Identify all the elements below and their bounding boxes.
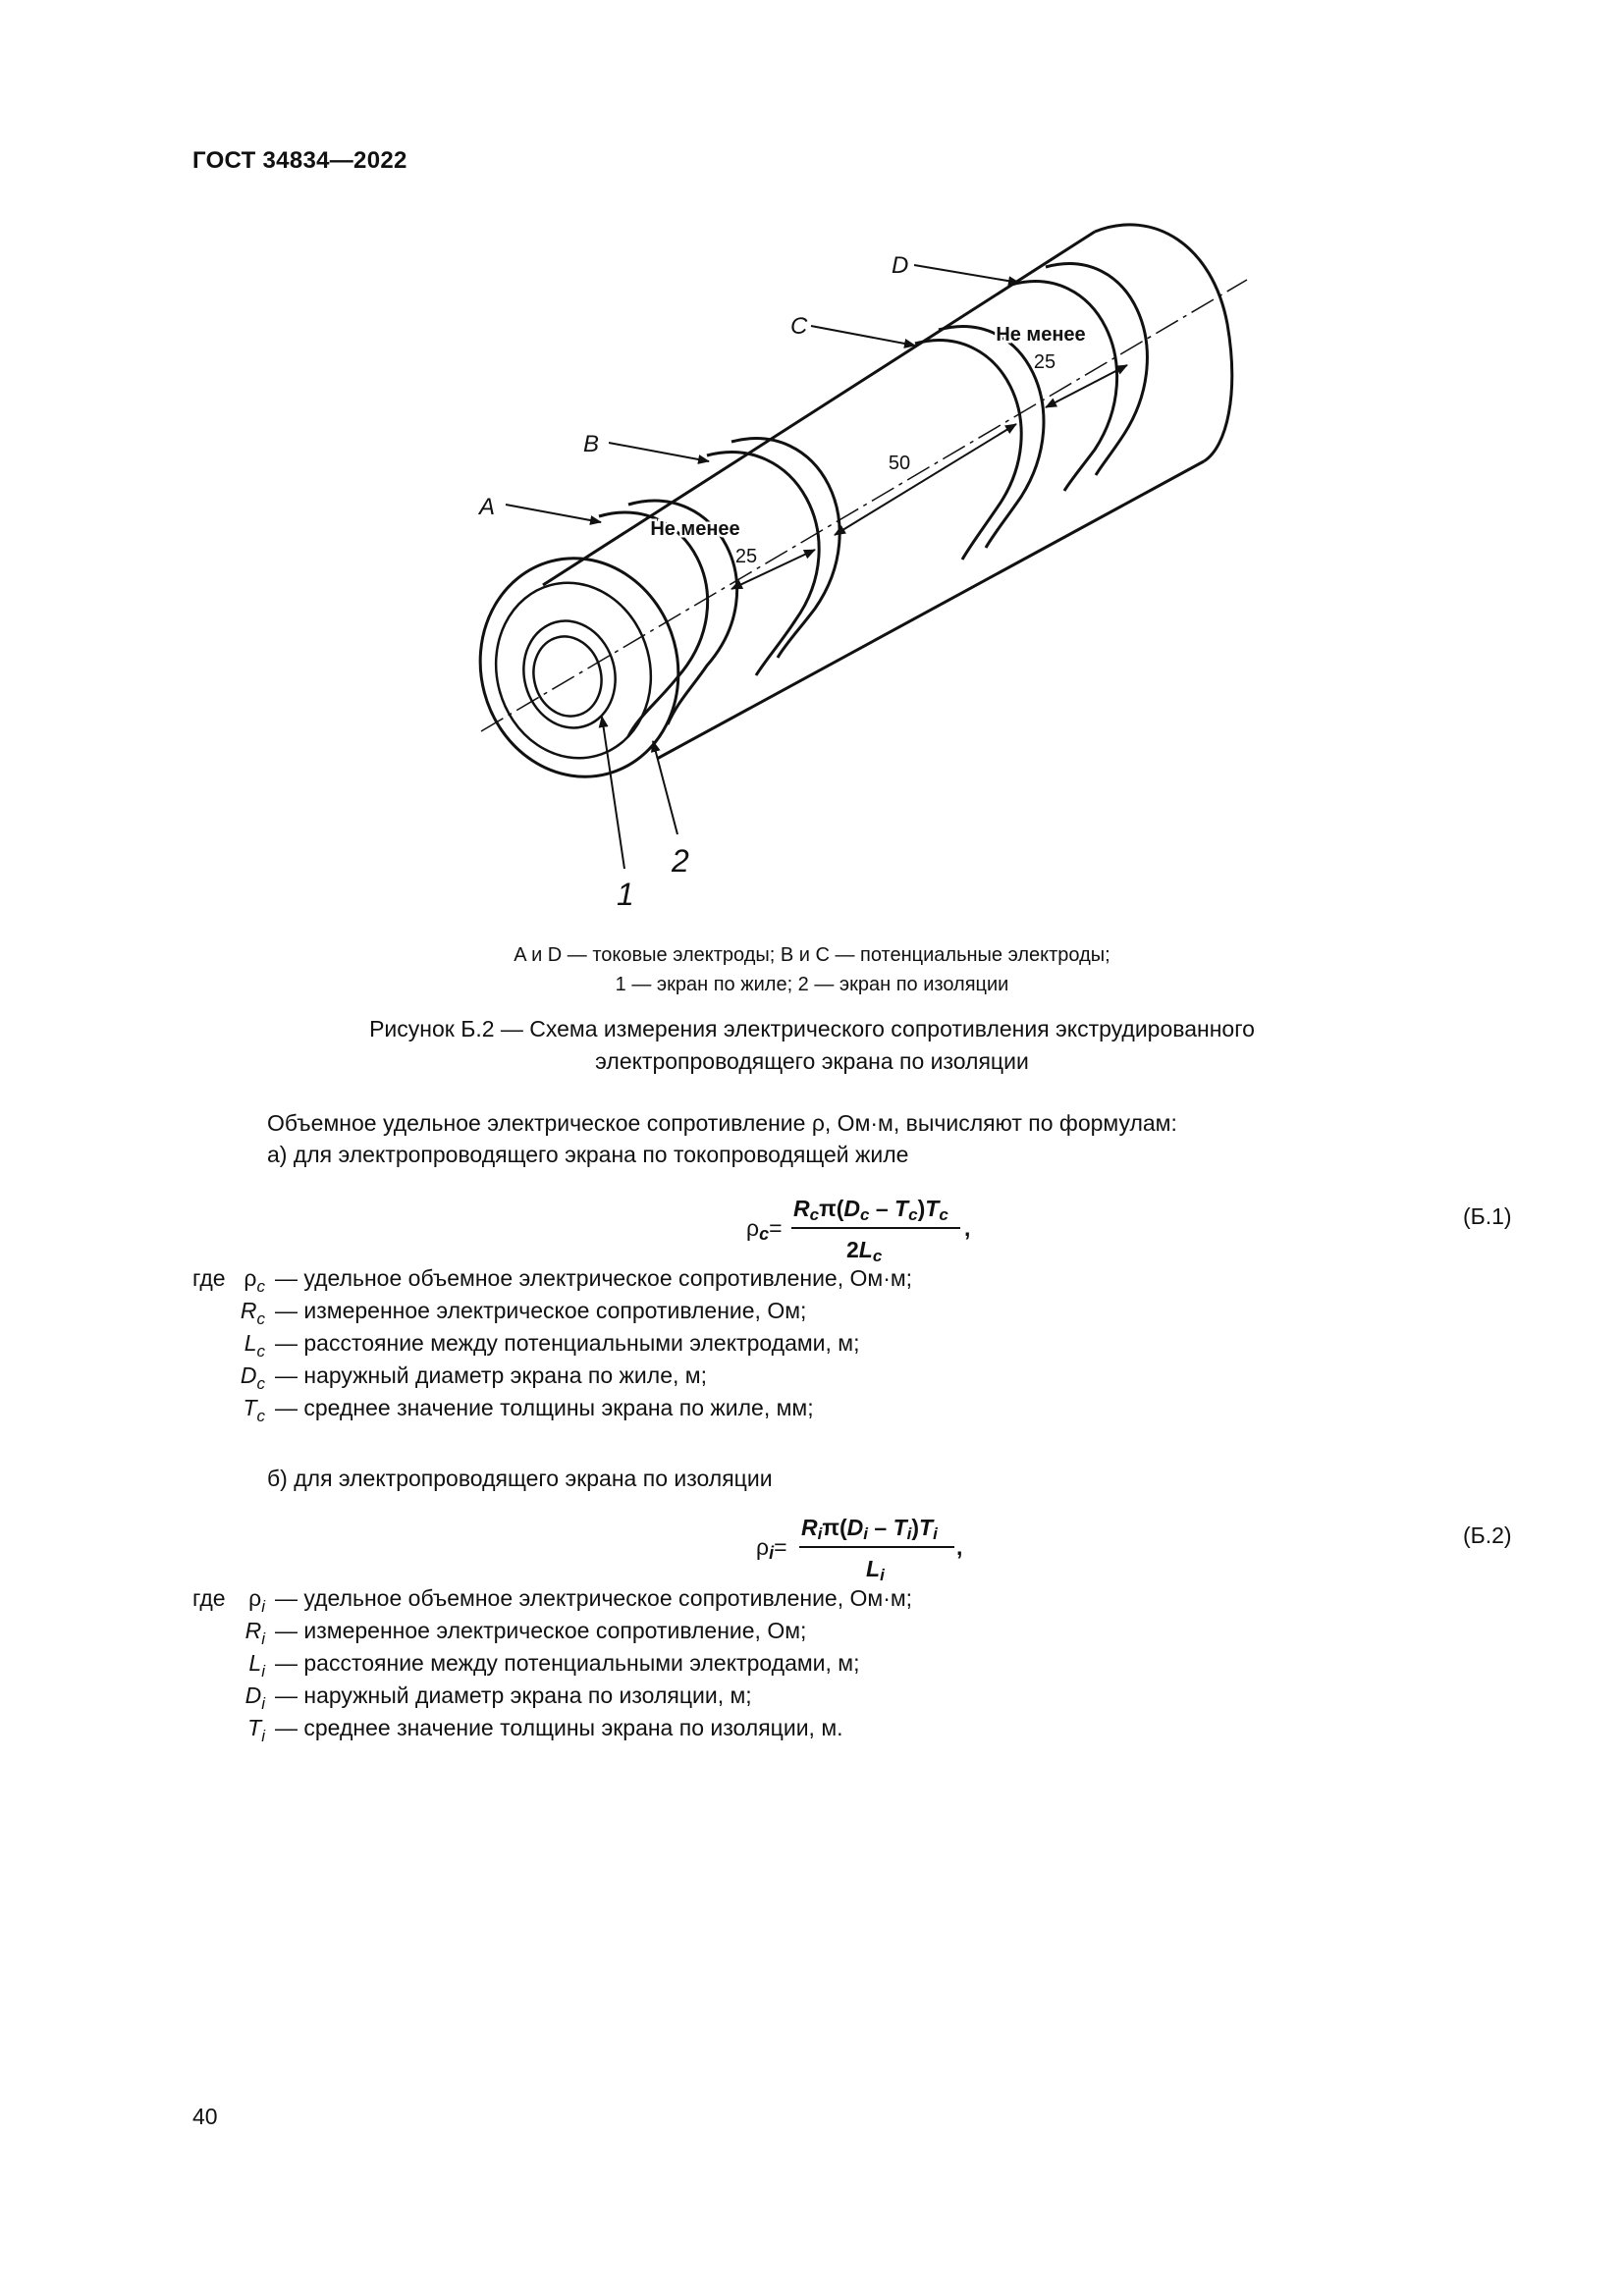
svg-text:ρc=: ρc= (746, 1215, 783, 1244)
intro-line-2: а) для электропроводящего экрана по токопроводящей жиле (267, 1142, 909, 1167)
variable-description: — расстояние между потенциальными электродами, м; (275, 1650, 860, 1676)
leader-B (609, 443, 709, 461)
electrode-band-A (599, 512, 708, 736)
variable-symbol: $R_c$ (240, 1298, 265, 1328)
figure-caption-line1: Рисунок Б.2 — Схема измерения электрического сопротивления экструдированного (369, 1016, 1255, 1041)
svg-text:ρi=: ρi= (756, 1534, 787, 1563)
dim-left-line2: 25 (734, 546, 758, 567)
variable-description: — удельное объемное электрическое сопротивление, Ом·м; (275, 1585, 913, 1611)
variable-symbol: $L_c$ (244, 1330, 265, 1361)
dim-right-line2: 25 (1033, 351, 1056, 373)
intro-line-1: Объемное удельное электрическое сопротивление ρ, Ом·м, вычисляют по формулам: (267, 1110, 1177, 1136)
document-code: ГОСТ 34834—2022 (192, 147, 407, 174)
figure-legend-line1: A и D — токовые электроды; B и C — потенциальные электроды; (514, 944, 1110, 966)
dim-left-line1: Не менее (650, 518, 740, 540)
variable-symbol: $T_c$ (243, 1395, 265, 1425)
figure-caption-line2: электропроводящего экрана по изоляции (595, 1048, 1029, 1074)
electrode-label-D: D (892, 252, 909, 279)
svg-text:,: , (964, 1215, 971, 1241)
electrode-band-D (1011, 282, 1117, 491)
svg-text:2Lc: 2Lc (846, 1237, 883, 1265)
variable-symbol: $D_c$ (240, 1362, 265, 1393)
page-number: 40 (192, 2104, 218, 2129)
formula-number-b1: (Б.1) (1463, 1203, 1512, 1229)
leader-A (506, 505, 601, 522)
variable-symbol: $D_i$ (244, 1682, 265, 1713)
where-prefix: где (192, 1585, 226, 1611)
leader-C (811, 326, 915, 346)
formula-number-b2: (Б.2) (1463, 1522, 1512, 1548)
variable-symbol: $\rho_i$ (248, 1585, 265, 1616)
electrode-band-D-inner (1046, 264, 1147, 475)
screen-label-2: 2 (672, 843, 689, 879)
electrode-label-B: B (583, 431, 600, 457)
svg-text:Li: Li (866, 1556, 885, 1584)
section-b-heading: б) для электропроводящего экрана по изоляции (267, 1466, 773, 1491)
electrode-label-A: A (479, 494, 496, 520)
formula-b2 (736, 1502, 992, 1590)
variable-description: — наружный диаметр экрана по изоляции, м; (275, 1682, 752, 1708)
svg-text:,: , (956, 1534, 963, 1560)
leader-1 (602, 717, 624, 869)
dim-right-line1: Не менее (996, 324, 1086, 346)
figure-legend-line2: 1 — экран по жиле; 2 — экран по изоляции (615, 974, 1009, 995)
conductor-screen-circle (512, 611, 626, 738)
dim-mid: 50 (888, 453, 911, 474)
variable-description: — среднее значение толщины экрана по изоляции, м. (275, 1715, 843, 1740)
variable-symbol: $R_i$ (244, 1618, 265, 1648)
variable-description: — наружный диаметр экрана по жиле, м; (275, 1362, 707, 1388)
svg-text:Rcπ(Dc – Tc)Tc: Rcπ(Dc – Tc)Tc (793, 1196, 948, 1224)
variable-description: — измеренное электрическое сопротивление, Ом; (275, 1298, 807, 1323)
screen-label-1: 1 (617, 877, 634, 912)
cylinder-bottom-edge (657, 461, 1204, 759)
outer-end-face (456, 536, 702, 799)
where-prefix: где (192, 1265, 226, 1291)
cylinder-axis (481, 280, 1247, 731)
variable-description: — расстояние между потенциальными электродами, м; (275, 1330, 860, 1356)
svg-text:Riπ(Di – Ti)Ti: Riπ(Di – Ti)Ti (801, 1515, 938, 1543)
variable-symbol: $\rho_c$ (244, 1265, 265, 1296)
variable-description: — удельное объемное электрическое сопротивление, Ом·м; (275, 1265, 913, 1291)
cylinder-far-end (1095, 225, 1232, 461)
variable-symbol: $L_i$ (248, 1650, 265, 1681)
variable-description: — измеренное электрическое сопротивление, Ом; (275, 1618, 807, 1643)
variable-symbol: $T_i$ (247, 1715, 265, 1745)
leader-D (914, 265, 1019, 283)
insulation-screen-circle (476, 565, 670, 775)
cable-measurement-diagram (0, 0, 1624, 923)
formula-b1 (727, 1183, 1001, 1271)
electrode-band-C (915, 341, 1021, 560)
electrode-label-C: C (790, 313, 808, 340)
variable-description: — среднее значение толщины экрана по жиле, мм; (275, 1395, 814, 1420)
